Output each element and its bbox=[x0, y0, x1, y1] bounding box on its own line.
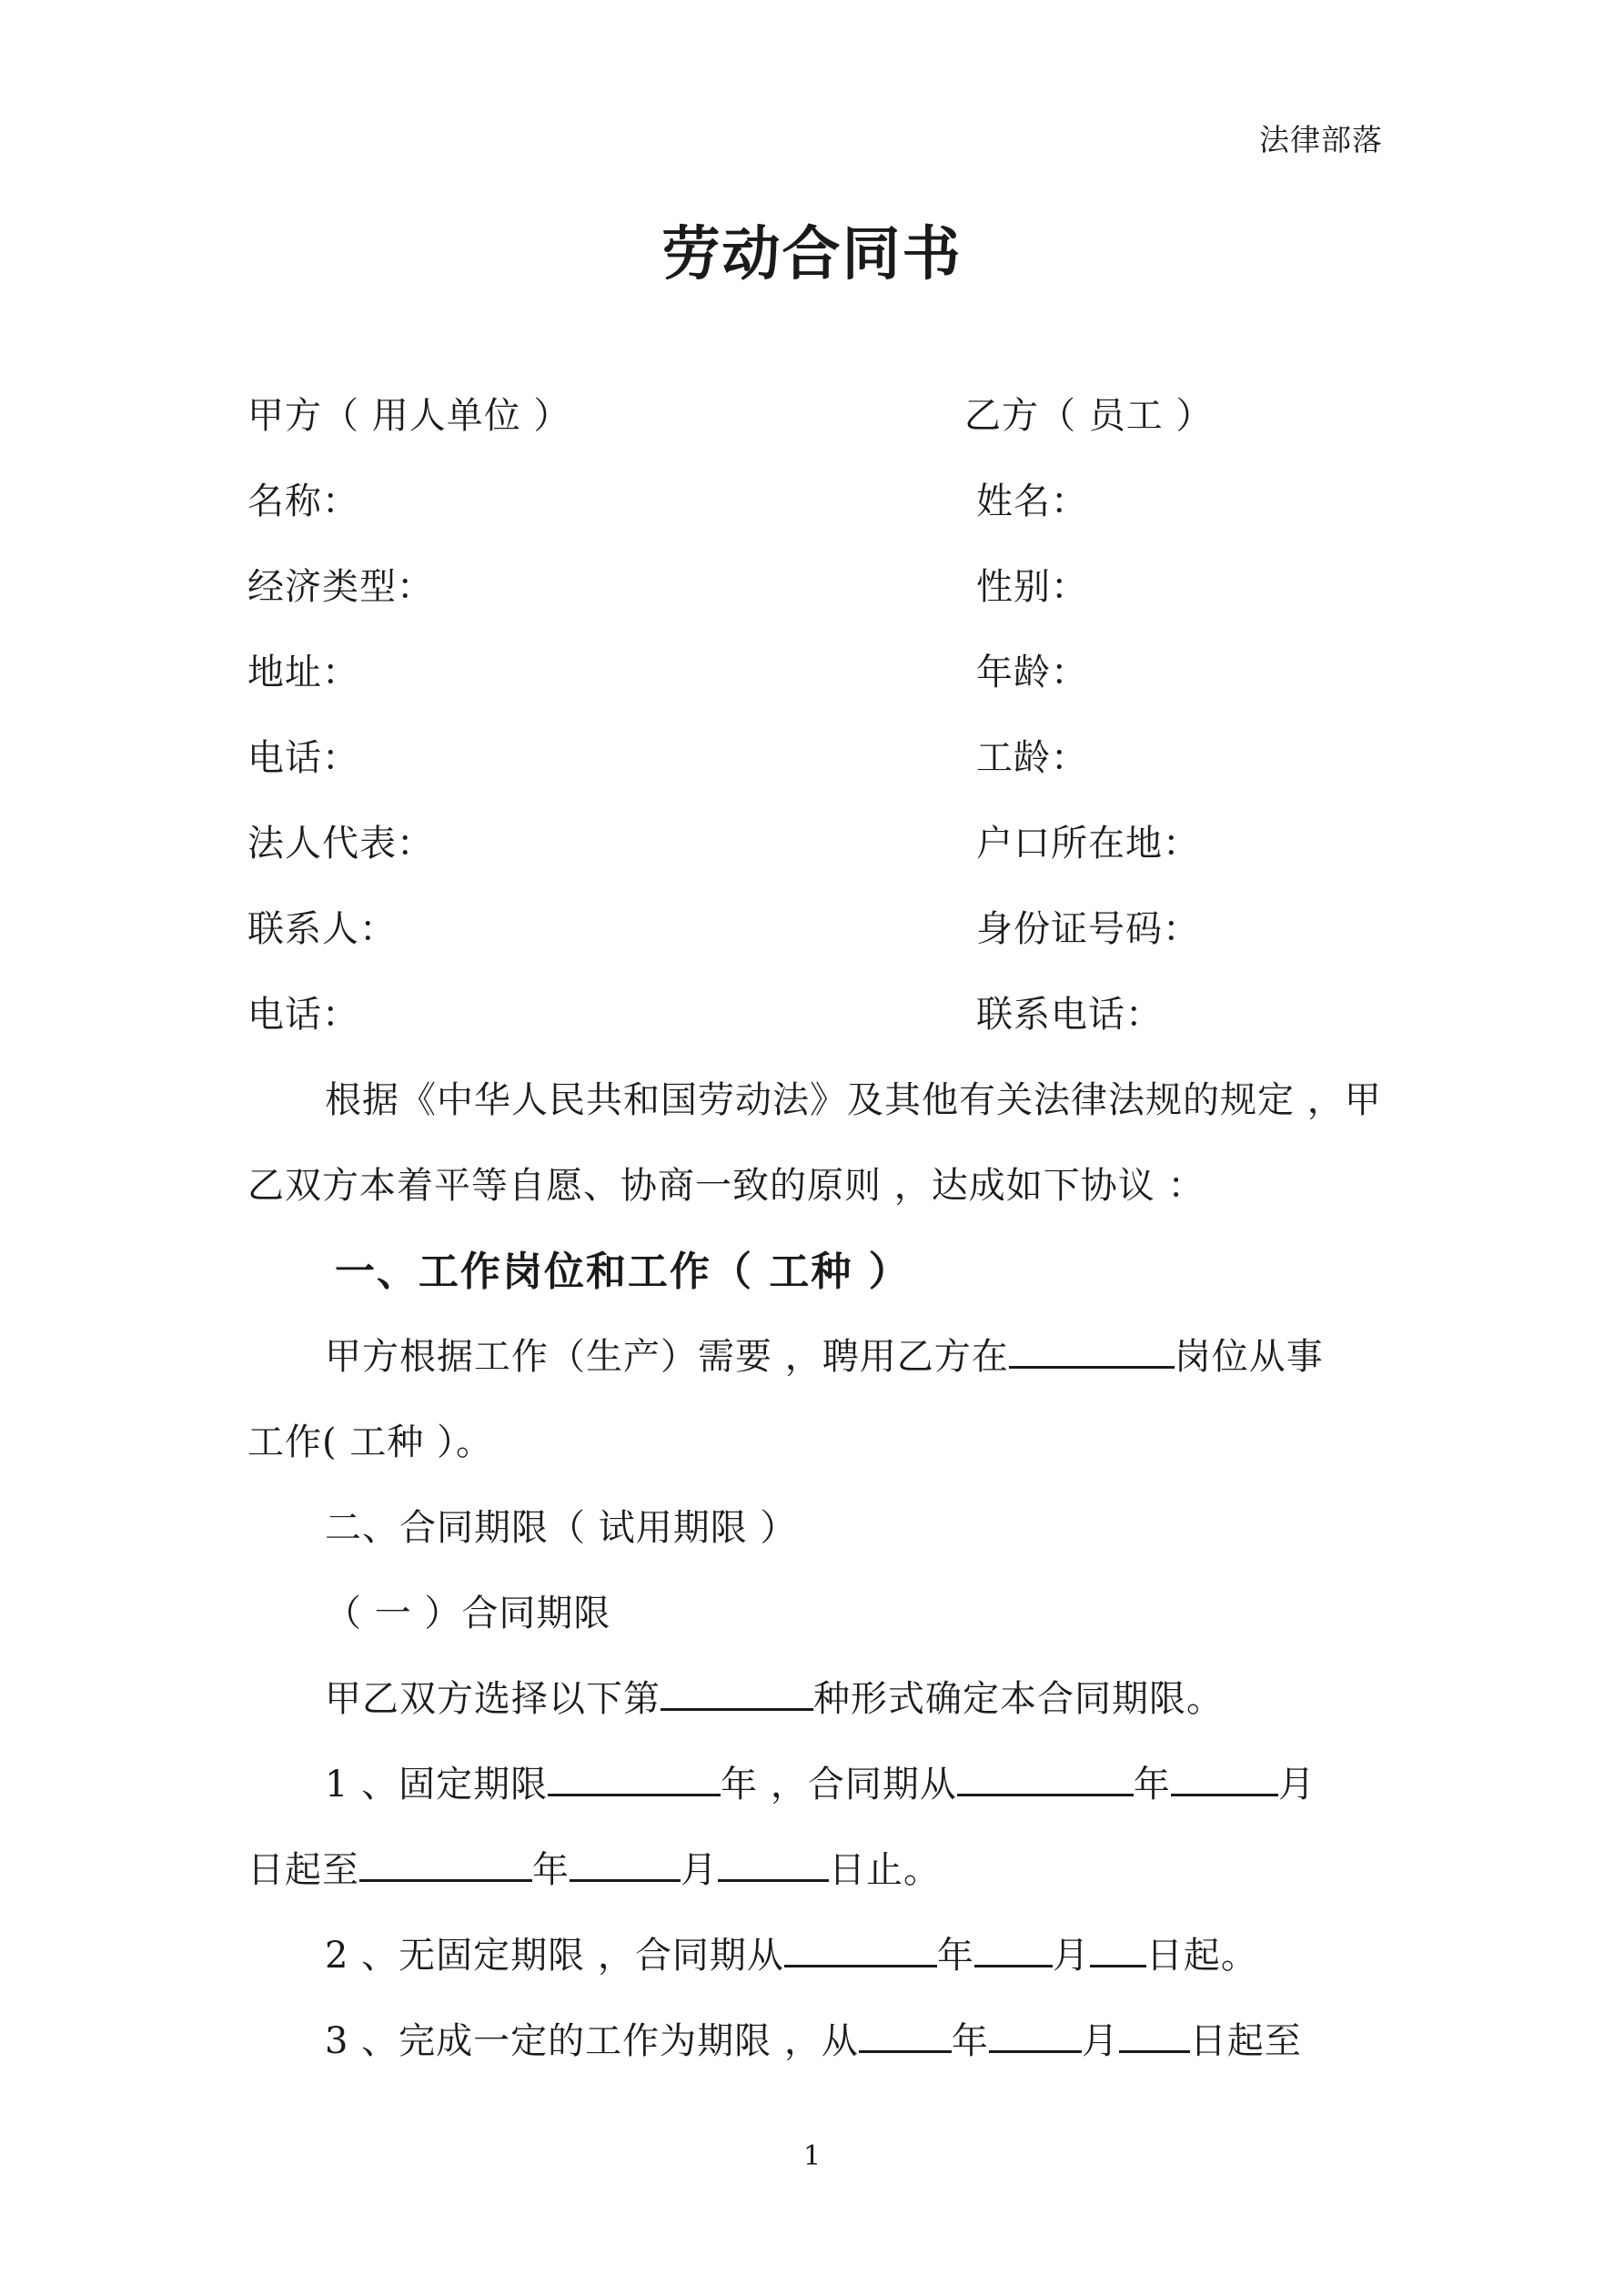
option-1-line-2-prefix: 日起至 bbox=[247, 1849, 359, 1891]
party-b-field-household: 户口所在地： bbox=[976, 823, 1200, 865]
option-1-line-1 bbox=[325, 1755, 1316, 1807]
term-choice-text-b: 种形式确定本合同期限。 bbox=[813, 1678, 1224, 1720]
option-3-prefix: 3 、完成一定的工作为期限 ，从 bbox=[325, 2020, 859, 2062]
start-month-blank[interactable] bbox=[1171, 1761, 1278, 1796]
preamble-line-1: 根据《中华人民共和国劳动法》及其他有关法律法规的规定 ，甲 bbox=[325, 1079, 1382, 1121]
option-3-text-3: 日起至 bbox=[1189, 2020, 1302, 2062]
option-2-text-1: 年 bbox=[936, 1935, 974, 1977]
option-1-line-2-text-1: 年 bbox=[532, 1849, 570, 1891]
page-number: 1 bbox=[802, 2140, 822, 2172]
party-a-field-economy-type: 经济类型： bbox=[247, 566, 434, 608]
party-b-field-name: 姓名： bbox=[976, 480, 1088, 522]
section-1-heading: 一、工作岗位和工作（ 工种 ） bbox=[335, 1249, 911, 1295]
option-1-line-2 bbox=[247, 1841, 941, 1893]
party-a-field-name: 名称： bbox=[247, 480, 359, 522]
party-a-field-legal-rep: 法人代表： bbox=[247, 823, 434, 865]
option-3-text-2: 月 bbox=[1081, 2020, 1119, 2062]
preamble-line-2: 乙双方本着平等自愿、协商一致的原则 ，达成如下协议 ： bbox=[247, 1165, 1205, 1207]
section-1-text-b: 岗位从事 bbox=[1174, 1336, 1324, 1378]
end-day-blank[interactable] bbox=[718, 1846, 829, 1882]
party-a-heading: 甲方（ 用人单位 ） bbox=[247, 395, 571, 437]
option-2-line bbox=[325, 1927, 1258, 1978]
open-start-day-blank[interactable] bbox=[1090, 1932, 1146, 1967]
party-b-field-age: 年龄： bbox=[976, 652, 1088, 693]
option-1-prefix: 1 、固定期限 bbox=[325, 1764, 549, 1805]
end-month-blank[interactable] bbox=[570, 1846, 681, 1882]
party-b-field-id-number: 身份证号码： bbox=[976, 908, 1200, 950]
party-b-field-gender: 性别： bbox=[976, 566, 1088, 608]
term-choice-line bbox=[325, 1670, 1224, 1722]
party-a-field-contact: 联系人： bbox=[247, 908, 397, 950]
party-a-field-phone: 电话： bbox=[247, 737, 359, 779]
term-choice-text-a: 甲乙双方选择以下第 bbox=[325, 1678, 661, 1720]
option-2-text-3: 日起。 bbox=[1145, 1935, 1258, 1977]
option-1-text-1: 年 ，合同期从 bbox=[721, 1764, 957, 1805]
brand-label: 法律部落 bbox=[1259, 122, 1383, 157]
term-choice-blank[interactable] bbox=[661, 1675, 813, 1711]
fixed-years-blank[interactable] bbox=[548, 1761, 721, 1796]
section-1-paragraph-line-2: 工作( 工种 ）。 bbox=[247, 1421, 494, 1463]
option-2-text-2: 月 bbox=[1052, 1935, 1090, 1977]
option-1-line-2-text-3: 日止。 bbox=[829, 1849, 941, 1891]
option-3-line bbox=[325, 2012, 1302, 2064]
party-b-field-contact-phone: 联系电话： bbox=[976, 994, 1163, 1036]
party-a-field-address: 地址： bbox=[247, 652, 359, 693]
task-start-year-blank[interactable] bbox=[859, 2018, 952, 2053]
section-1-text-a: 甲方根据工作（生产）需要 ，聘用乙方在 bbox=[325, 1336, 1009, 1378]
section-2-heading: 二、合同期限（ 试用期限 ） bbox=[325, 1507, 798, 1549]
position-blank[interactable] bbox=[1009, 1333, 1175, 1369]
option-1-text-2: 年 bbox=[1133, 1764, 1171, 1805]
end-year-blank[interactable] bbox=[359, 1846, 532, 1882]
option-3-text-1: 年 bbox=[951, 2020, 989, 2062]
start-year-blank[interactable] bbox=[957, 1761, 1134, 1796]
option-1-text-3: 月 bbox=[1277, 1764, 1316, 1805]
party-b-field-work-years: 工龄： bbox=[976, 737, 1088, 779]
party-a-field-phone-2: 电话： bbox=[247, 994, 359, 1036]
option-1-line-2-text-2: 月 bbox=[681, 1849, 718, 1891]
task-start-day-blank[interactable] bbox=[1119, 2018, 1190, 2053]
party-b-heading: 乙方（ 员工 ） bbox=[964, 395, 1214, 437]
document-title: 劳动合同书 bbox=[661, 220, 963, 288]
section-2-subheading: （ 一 ）合同期限 bbox=[325, 1593, 611, 1634]
open-start-month-blank[interactable] bbox=[974, 1932, 1053, 1967]
open-start-year-blank[interactable] bbox=[784, 1932, 937, 1967]
task-start-month-blank[interactable] bbox=[989, 2018, 1082, 2053]
option-2-prefix: 2 、无固定期限 ，合同期从 bbox=[325, 1935, 784, 1977]
section-1-paragraph-line-1 bbox=[325, 1328, 1324, 1380]
